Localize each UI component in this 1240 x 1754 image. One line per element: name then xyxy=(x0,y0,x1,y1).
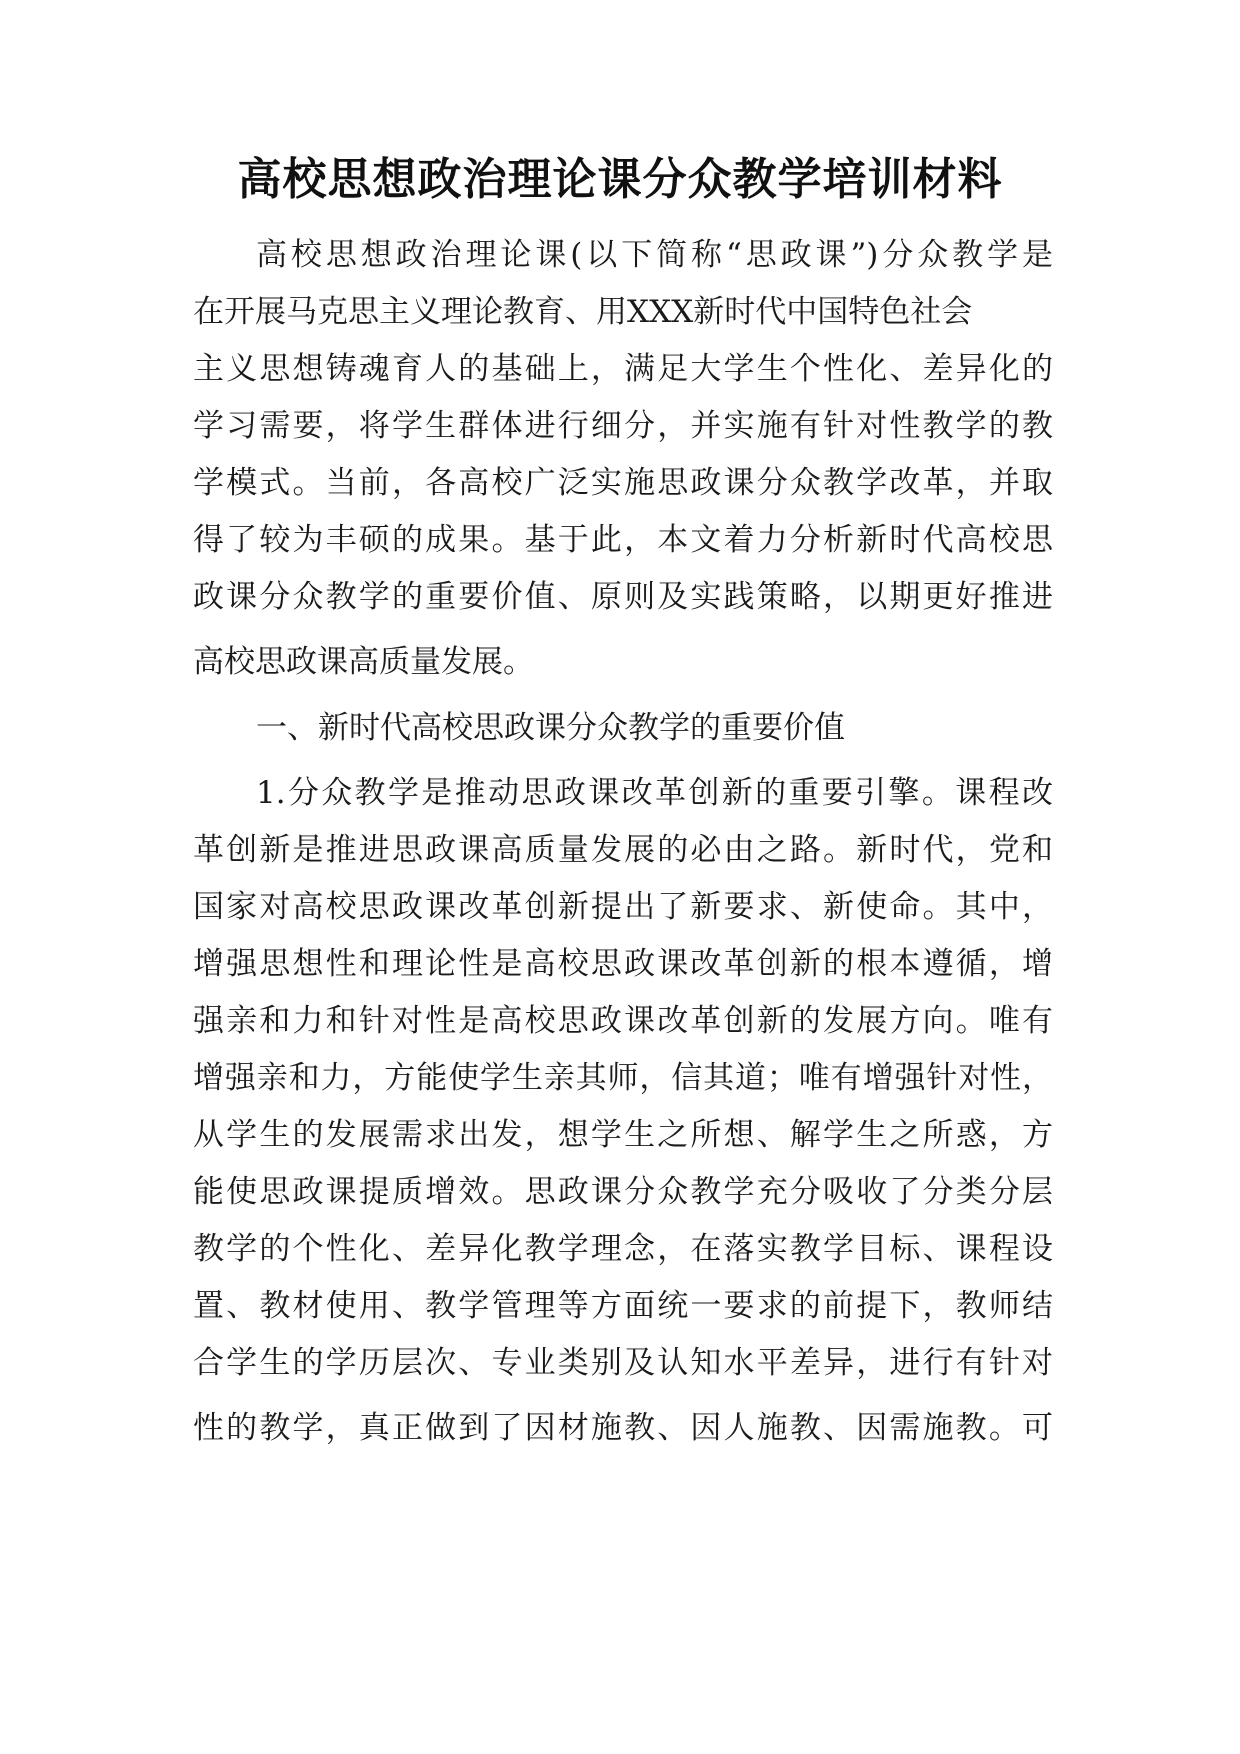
paragraph-line: 国家对高校思政课改革创新提出了新要求、新使命。其中， xyxy=(193,889,1053,925)
paragraph-line: 从学生的发展需求出发，想学生之所想、解学生之所惑，方 xyxy=(193,1117,1053,1153)
paragraph-line: 主义思想铸魂育人的基础上，满足大学生个性化、差异化的 xyxy=(193,351,1053,387)
paragraph-line: 性的教学，真正做到了因材施教、因人施教、因需施教。可 xyxy=(193,1410,1053,1446)
paragraph-line: 得了较为丰硕的成果。基于此，本文着力分析新时代高校思 xyxy=(193,522,1053,558)
paragraph-line: 合学生的学历层次、专业类别及认知水平差异，进行有针对 xyxy=(193,1345,1053,1381)
document-title: 高校思想政治理论课分众教学培训材料 xyxy=(237,154,1003,205)
paragraph-line: 学习需要，将学生群体进行细分，并实施有针对性教学的教 xyxy=(193,408,1053,444)
paragraph-line: 在开展马克思主义理论教育、用XXX新时代中国特色社会 xyxy=(193,294,973,330)
paragraph-line: 高校思政课高质量发展。 xyxy=(193,644,534,680)
paragraph-line: 增强思想性和理论性是高校思政课改革创新的根本遵循，增 xyxy=(193,946,1053,982)
paragraph-line: 教学的个性化、差异化教学理念，在落实教学目标、课程设 xyxy=(193,1231,1053,1267)
paragraph-line: 能使思政课提质增效。思政课分众教学充分吸收了分类分层 xyxy=(193,1174,1053,1210)
paragraph-line: 政课分众教学的重要价值、原则及实践策略，以期更好推进 xyxy=(193,579,1053,615)
paragraph-line: 置、教材使用、教学管理等方面统一要求的前提下，教师结 xyxy=(193,1288,1053,1324)
paragraph-line: 革创新是推进思政课高质量发展的必由之路。新时代，党和 xyxy=(193,832,1053,868)
paragraph-line: 增强亲和力，方能使学生亲其师，信其道；唯有增强针对性， xyxy=(193,1060,1053,1096)
section-heading: 一、新时代高校思政课分众教学的重要价值 xyxy=(256,710,845,746)
paragraph-line: 高校思想政治理论课(以下简称“思政课”)分众教学是 xyxy=(256,237,1053,273)
paragraph-line: 强亲和力和针对性是高校思政课改革创新的发展方向。唯有 xyxy=(193,1003,1053,1039)
paragraph-line: 1.分众教学是推动思政课改革创新的重要引擎。课程改 xyxy=(256,775,1053,811)
paragraph-line: 学模式。当前，各高校广泛实施思政课分众教学改革，并取 xyxy=(193,465,1053,501)
